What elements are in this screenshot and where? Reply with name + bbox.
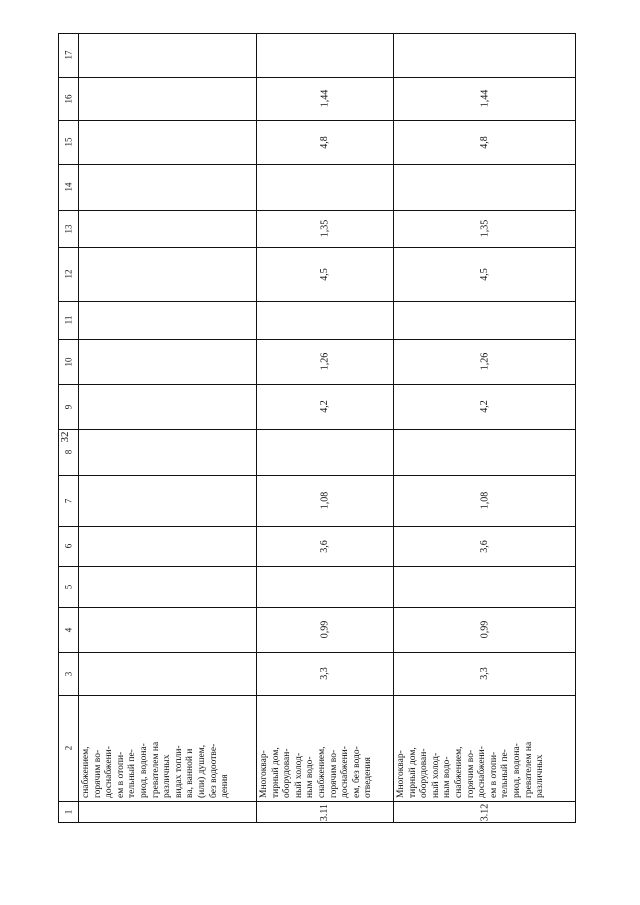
value-text: 3,3 <box>319 667 330 680</box>
column-header-6 <box>58 526 78 566</box>
value-text: 3,3 <box>479 667 490 680</box>
column-header-label: 6 <box>63 543 73 549</box>
description-line: Многоквар- <box>396 750 406 798</box>
description-line: доснабжени- <box>477 746 488 798</box>
column-header-label: 10 <box>63 357 73 366</box>
value-cell-col-14 <box>393 164 576 210</box>
value-text: 0,99 <box>479 620 490 639</box>
value-cell-col-9 <box>78 384 256 429</box>
column-header-4 <box>58 607 78 652</box>
column-header-label: 5 <box>63 584 73 589</box>
value-text: 3,6 <box>319 539 330 553</box>
value-cell-col-13 <box>78 210 256 247</box>
description-line: ем, без водо- <box>351 746 362 798</box>
description-line: снабжением, <box>316 746 327 798</box>
column-header-label: 9 <box>63 404 73 409</box>
description-line: ный холод- <box>293 752 304 798</box>
description-line: различных <box>535 754 546 798</box>
value-text: 1,35 <box>319 219 330 238</box>
value-cell-col-4 <box>393 607 576 652</box>
value-cell-col-11 <box>78 301 256 339</box>
column-header-label: 11 <box>62 315 73 325</box>
column-header-label: 16 <box>63 94 73 103</box>
value-cell-col-17 <box>393 33 576 77</box>
description-line: различных <box>162 754 173 798</box>
column-header-17 <box>58 33 78 77</box>
value-cell-col-5 <box>256 566 393 607</box>
description-line: (или) душем, <box>196 744 207 798</box>
column-header-label: 3 <box>63 671 73 676</box>
value-cell-col-3 <box>256 652 393 695</box>
value-cell-col-17 <box>256 33 393 77</box>
value-cell-col-3 <box>393 652 576 695</box>
description-line: ный холод- <box>430 752 441 798</box>
value-cell-col-8 <box>393 429 576 475</box>
value-cell-col-5 <box>78 566 256 607</box>
row-description <box>78 695 256 801</box>
value-cell-col-13 <box>393 210 576 247</box>
column-header-label: 4 <box>63 627 73 632</box>
column-header-7 <box>58 475 78 526</box>
column-header-2 <box>58 695 78 801</box>
column-header-11 <box>58 301 78 339</box>
column-header-1 <box>58 801 78 823</box>
value-cell-col-13 <box>256 210 393 247</box>
value-cell-col-9 <box>256 384 393 429</box>
description-line: без водоотве- <box>208 743 219 798</box>
description-line: тельный пе- <box>500 749 511 798</box>
column-header-label: 2 <box>63 745 73 751</box>
value-cell-col-3 <box>78 652 256 695</box>
description-line: отведения <box>363 757 374 798</box>
column-header-10 <box>58 339 78 384</box>
value-cell-col-12 <box>256 247 393 301</box>
value-cell-col-6 <box>256 526 393 566</box>
value-text: 4,5 <box>319 267 330 281</box>
description-line: горячим во- <box>465 749 476 798</box>
value-cell-col-16 <box>78 77 256 120</box>
value-text: 1,44 <box>479 89 490 108</box>
row-id: 3.11 <box>318 803 330 821</box>
row-id: 3.12 <box>479 803 490 821</box>
description-line: оборудован- <box>282 748 293 798</box>
description-line: гревателем на <box>523 741 534 798</box>
description-line: гревателем на <box>150 741 161 798</box>
value-cell-col-10 <box>256 339 393 384</box>
value-cell-col-16 <box>256 77 393 120</box>
value-text: 4,5 <box>479 267 490 281</box>
column-header-label: 15 <box>63 137 73 147</box>
column-header-label: 13 <box>63 224 73 233</box>
value-text: 4,8 <box>479 135 490 149</box>
value-cell-col-10 <box>78 339 256 384</box>
description-line: дения <box>220 774 231 798</box>
description-line: тельный пе- <box>127 749 138 798</box>
value-text: 0,99 <box>319 620 330 639</box>
value-cell-col-4 <box>78 607 256 652</box>
value-cell-col-14 <box>256 164 393 210</box>
description-line: ным водо- <box>305 756 316 798</box>
row-id-cell <box>256 801 393 823</box>
description-line: доснабжени- <box>104 746 115 798</box>
row-id-cell <box>78 801 256 823</box>
value-text: 3,6 <box>479 539 490 553</box>
description-line: горячим во- <box>92 749 103 798</box>
value-cell-col-15 <box>78 120 256 164</box>
value-text: 4,8 <box>319 135 330 149</box>
description-line: доснабжени- <box>340 746 351 798</box>
value-cell-col-8 <box>78 429 256 475</box>
column-header-label: 17 <box>63 50 73 60</box>
value-cell-col-5 <box>393 566 576 607</box>
column-header-13 <box>58 210 78 247</box>
column-header-5 <box>58 566 78 607</box>
value-text: 1,35 <box>479 219 490 238</box>
row-description <box>256 695 393 801</box>
value-text: 1,08 <box>319 491 330 510</box>
column-header-label: 7 <box>63 498 73 503</box>
value-cell-col-12 <box>78 247 256 301</box>
tariff-table <box>58 33 576 823</box>
description-line: оборудован- <box>419 748 430 798</box>
value-cell-col-7 <box>78 475 256 526</box>
description-line: ем в отопи- <box>115 751 126 798</box>
value-cell-col-4 <box>256 607 393 652</box>
column-header-8 <box>58 429 78 475</box>
column-header-label: 14 <box>63 182 73 192</box>
column-header-15 <box>58 120 78 164</box>
column-header-3 <box>58 652 78 695</box>
column-header-14 <box>58 164 78 210</box>
description-line: риод, водона- <box>138 743 149 798</box>
column-header-label: 1 <box>63 809 73 815</box>
value-text: 1,08 <box>479 491 490 510</box>
description-line: ем в отопи- <box>488 751 499 798</box>
description-line: снабжением, <box>453 746 464 798</box>
value-cell-col-10 <box>393 339 576 384</box>
column-header-label: 8 <box>63 449 73 455</box>
description-line: тирный дом, <box>407 747 418 798</box>
description-line: риод, водона- <box>511 743 522 798</box>
description-line: Многоквар- <box>259 750 269 798</box>
value-text: 1,44 <box>319 89 330 108</box>
description-line: снабжением, <box>81 746 91 798</box>
value-text: 4,2 <box>479 400 490 413</box>
row-id-cell <box>393 801 576 823</box>
value-cell-col-9 <box>393 384 576 429</box>
description-line: горячим во- <box>328 749 339 798</box>
value-text: 1,26 <box>479 352 490 371</box>
value-cell-col-12 <box>393 247 576 301</box>
column-header-12 <box>58 247 78 301</box>
value-text: 4,2 <box>319 400 330 413</box>
value-cell-col-8 <box>256 429 393 475</box>
value-cell-col-7 <box>393 475 576 526</box>
value-cell-col-7 <box>256 475 393 526</box>
page-number: 32 <box>59 431 71 443</box>
value-text: 1,26 <box>319 352 330 371</box>
value-cell-col-16 <box>393 77 576 120</box>
row-description <box>393 695 576 801</box>
value-cell-col-6 <box>393 526 576 566</box>
value-cell-col-17 <box>78 33 256 77</box>
column-header-9 <box>58 384 78 429</box>
description-line: тирный дом, <box>270 747 281 798</box>
description-line: видах топли- <box>173 745 184 798</box>
value-cell-col-15 <box>393 120 576 164</box>
value-cell-col-11 <box>393 301 576 339</box>
column-header-label: 12 <box>63 269 73 279</box>
value-cell-col-14 <box>78 164 256 210</box>
column-header-16 <box>58 77 78 120</box>
description-line: ва, ванной и <box>185 748 196 798</box>
description-line: ным водо- <box>442 756 453 798</box>
value-cell-col-11 <box>256 301 393 339</box>
value-cell-col-15 <box>256 120 393 164</box>
value-cell-col-6 <box>78 526 256 566</box>
